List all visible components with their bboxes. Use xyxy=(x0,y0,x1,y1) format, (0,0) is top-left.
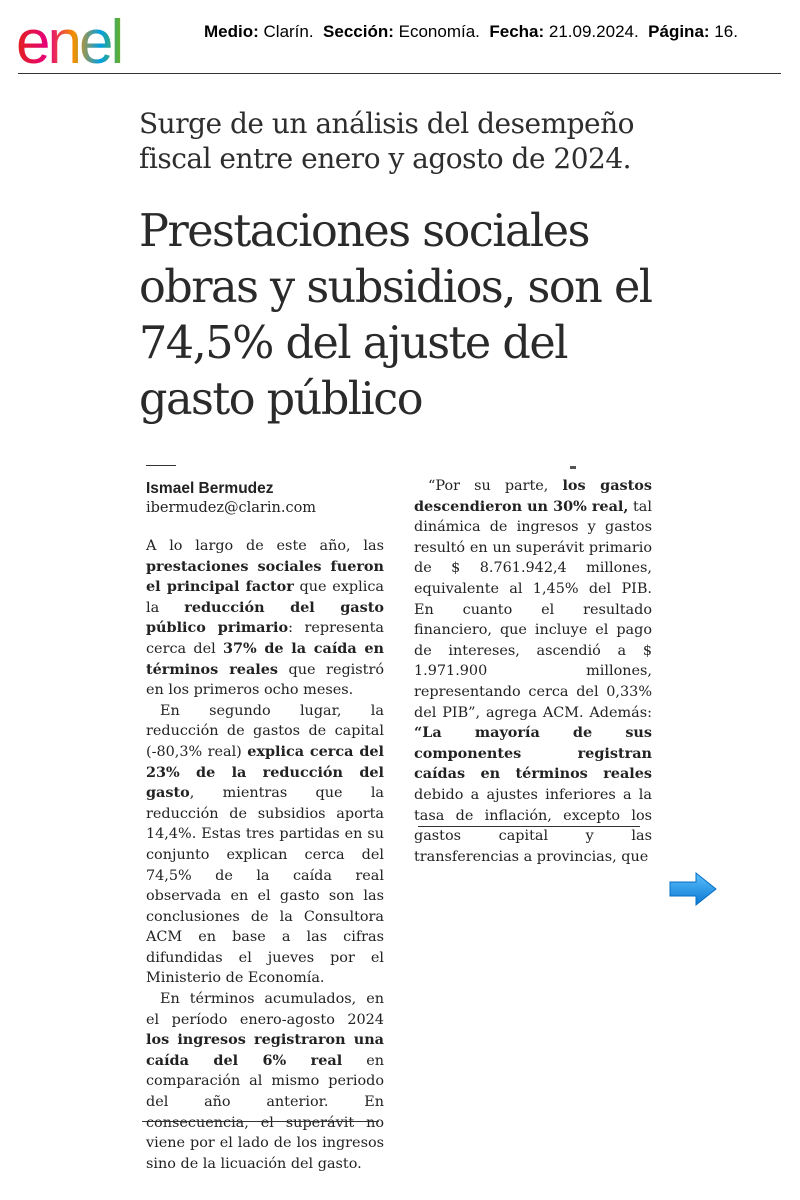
column-marker xyxy=(570,466,576,469)
pagina-value: 16. xyxy=(714,22,738,41)
medio-label: Medio: xyxy=(204,22,259,41)
fecha-label: Fecha: xyxy=(489,22,545,41)
column-end-rule-left xyxy=(142,1121,379,1122)
byline-divider xyxy=(146,465,176,466)
article-column-left xyxy=(146,536,384,1174)
fecha-value: 21.09.2024. xyxy=(548,22,639,41)
pagina-label: Página: xyxy=(648,22,710,41)
seccion-value: Economía. xyxy=(398,22,480,41)
arrow-right-icon[interactable] xyxy=(668,871,718,907)
medio-value: Clarín. xyxy=(263,22,314,41)
paragraph-1: A lo largo de este año, las prestaciones sociales fueron el principal factor que explica la reducción del gasto público primario: representa cerca del 37% de la caída en términos reales que registró en los primeros ocho meses. xyxy=(146,538,385,699)
article-column-right xyxy=(414,476,652,867)
column-end-rule-right xyxy=(418,826,640,827)
header-divider xyxy=(18,73,781,74)
paragraph-2: En segundo lugar, la reducción de gastos de capital (-80,3% real) explica cerca del 23% de la reducción del gasto, mientras que la reducción de subsidios aporta 14,4%. Estas tres partidas en su conjunto explican cerca del 74,5% de la caída real observada en el gasto son las conclusiones de la Consultora ACM en base a las cifras difundidas el jueves por el Ministerio de Economía. xyxy=(146,702,384,987)
clipping-metadata xyxy=(204,22,788,42)
enel-logo xyxy=(14,6,184,70)
svg-text:enel: enel xyxy=(16,8,122,70)
paragraph-4: “Por su parte, los gastos descendieron un 30% real, tal dinámica de ingresos y gastos resultó en un superávit primario de $ 8.761.942,4 millones, equivalente al 1,45% del PIB. En cuanto el resultado financiero, que incluye el pago de intereses, ascendió a $ 1.971.900 millones, representando cerca del 0,33% del PIB”, agrega ACM. Además: “La mayoría de sus componentes registran caídas en términos reales debido a ajustes inferiores a la tasa de inflación, excepto los gastos capital y las transferencias a provincias, que xyxy=(414,477,652,865)
author-email: ibermudez@clarin.com xyxy=(146,500,317,516)
seccion-label: Sección: xyxy=(323,22,394,41)
article-kicker: Surge de un análisis del desempeño fiscal entre enero y agosto de 2024. xyxy=(139,107,634,175)
paragraph-3: En términos acumulados, en el período enero-agosto 2024 los ingresos registraron una caída del 6% real en comparación al mismo periodo del año anterior. En consecuencia, el superávit no viene por el lado de los ingresos sino de la licuación del gasto. xyxy=(146,991,385,1172)
author-name: Ismael Bermudez xyxy=(146,480,274,497)
article-headline: Prestaciones sociales obras y subsidios, son el 74,5% del ajuste del gasto público xyxy=(139,206,652,425)
